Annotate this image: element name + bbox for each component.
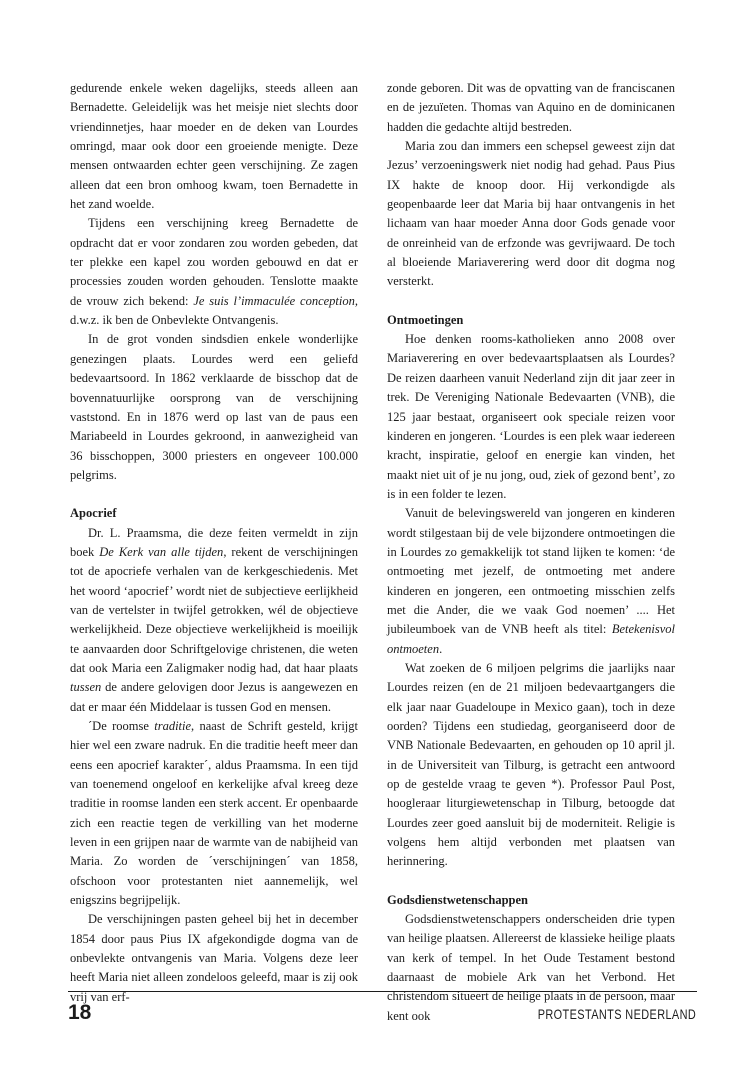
text-run: Vanuit de belevingswereld van jongeren en kinderen wordt stilgestaan bij de vele bijzondere ontmoetingen die in Lourdes zo gemakkelijk tot stand lijken te komen: ‘de ontmoeting met jezelf, de ontmoeting met andere kinderen en jongeren, een ontmoeting misschien zelfs met die Ander, die we vaak God noemen’ .... Het jubileumboek van de VNB heeft als titel: bbox=[387, 506, 675, 637]
text-run: Dr. L. Praamsma, die deze feiten vermeldt in zijn boek bbox=[70, 525, 358, 559]
book-title: De Kerk van alle tijden bbox=[99, 544, 224, 559]
text-run: de andere gelovigen door Jezus is aangewezen en dat er maar één Middelaar is tussen God en mensen. bbox=[70, 680, 358, 714]
paragraph: Wat zoeken de 6 miljoen pelgrims die jaarlijks naar Lourdes reizen (en de 21 miljoen bedevaartgangers die elk jaar naar Guadeloupe in Mexico gaan), toch in deze oorden? Tijdens een studiedag, georganiseerd door de VNB Nationale Bedevaarten, en gehouden op 10 april jl. in de Universiteit van Tilburg, is getracht een antwoord op de gestelde vraag te geven *). Professor Paul Post, hoogleraar liturgiewetenschap in Tilburg, betoogde dat Lourdes zeer goed aansluit bij de moderniteit. Religie is volgens hem altijd verbonden met plaatsen van herinnering. bbox=[387, 660, 675, 869]
paragraph: De verschijningen pasten geheel bij het in december 1854 door paus Pius IX afgekondigde dogma van de onbevlekte ontvangenis van Maria. Volgens deze leer heeft Maria niet alleen zondeloos geleefd, maar is zij ook vrij van erf- bbox=[70, 912, 358, 1004]
left-column bbox=[70, 79, 358, 1007]
page-number: 18 bbox=[68, 1001, 92, 1024]
text-run: Tijdens een verschijning kreeg Bernadette de opdracht dat er voor zondaren zou worden gebeden, dat ter plekke een kapel zou worden gebouwd en dat er processies zouden worden gehouden. Tenslotte maakte de vrouw zich bekend: bbox=[70, 216, 358, 308]
paragraph: Hoe denken rooms-katholieken anno 2008 over Mariaverering en over bedevaartsplaatsen als Lourdes? De reizen daarheen vanuit Nederland zijn dit jaar zeer in trek. De Vereniging Nationale Bedevaarten (VNB), die 125 jaar bestaat, organiseert ook speciale reizen voor kinderen en jongeren. ‘Lourdes is een plek waar iedereen kracht, inspiratie, geloof en energie kan vinden, het maakt niet uit of je nu jong, oud, ziek of gezond bent’, zo is in een folder te lezen. bbox=[387, 332, 675, 501]
text-run: d.w.z. ik ben de Onbevlekte Ontvangenis. bbox=[70, 313, 279, 328]
paragraph: gedurende enkele weken dagelijks, steeds alleen aan Bernadette. Geleidelijk was het meisje niet slechts door vriendinnetjes, haar moeder en de deken van Lourdes omringd, maar ook door een groeiende menigte. Deze mensen ontwaarden echter geen verschijning. Ze zagen alleen dat een bron omhoog kwam, toen Bernadette in het zand woelde. bbox=[70, 81, 358, 212]
section-heading-ontmoetingen: Ontmoetingen bbox=[387, 312, 464, 327]
text-run: ´De roomse bbox=[88, 719, 155, 733]
french-quote: Je suis l’immaculée conception, bbox=[193, 293, 358, 308]
emphasis: traditie bbox=[154, 719, 192, 733]
text-run: , rekent de verschijningen tot de apocriefe verhalen van de kerkgeschiedenis. Met het woord ‘apocrief’ wordt niet de subjectieve eerlijkheid van de vertelster in twijfel getrokken, wél de objectieve werkelijkheid. Deze objectieve werkelijkheid is moeilijk te aanvaarden door Schriftgelovige christenen, die weten dat ook Maria een Zaligmaker nodig had, dat haar plaats bbox=[70, 544, 358, 675]
emphasis: tussen bbox=[70, 680, 102, 695]
paragraph: Maria zou dan immers een schepsel geweest zijn dat Jezus’ verzoeningswerk niet nodig had gehad. Paus Pius IX hakte de knoop door. Hij verkondigde als geopenbaarde leer dat Maria bij haar ontvangenis in het lichaam van haar moeder Anna door Gods genade voor de onreinheid van de erfzonde was gevrijwaard. De toch al bloeiende Mariaverering werd door dit dogma nog versterkt. bbox=[387, 139, 675, 289]
paragraph bbox=[70, 524, 358, 717]
paragraph: In de grot vonden sindsdien enkele wonderlijke genezingen plaats. Lourdes werd een geliefd bedevaartsoord. In 1862 verklaarde de bisschop dat de bovennatuurlijke oorsprong van de verschijning vaststond. En in 1876 werd op last van de paus een Mariabeeld in Lourdes gekroond, in aanwezigheid van 36 bisschoppen, 3000 priesters en ongeveer 100.000 pelgrims. bbox=[70, 332, 358, 482]
paragraph bbox=[70, 214, 358, 330]
section-heading-apocrief: Apocrief bbox=[70, 506, 117, 521]
paragraph: zonde geboren. Dit was de opvatting van de franciscanen en de jezuïeten. Thomas van Aquino en de dominicanen hadden die gedachte altijd bestreden. bbox=[387, 81, 675, 134]
book-title: Betekenisvol ontmoeten bbox=[387, 622, 675, 656]
paragraph bbox=[387, 504, 675, 659]
right-column bbox=[387, 79, 675, 1026]
footer-rule bbox=[68, 991, 697, 992]
text-run: , naast de Schrift gesteld, krijgt hier wel een zware nadruk. En die traditie heeft meer dan eens een apocrief karakter´, aldus Praamsma. In een tijd van toenemend ongeloof en kerkelijke afval kreeg deze traditie in roomse landen een sterk accent. Er openbaarde zich een reactie tegen de verkilling van het moderne leven in een grijpen naar de warmte van de nabijheid van Maria. Zo worden de ´verschijningen´ van 1858, ofschoon voor protestanten niet aannemelijk, wel enigszins begrijpelijk. bbox=[70, 719, 358, 908]
text-run: . bbox=[439, 641, 443, 656]
magazine-name: PROTESTANTS NEDERLAND bbox=[537, 1006, 696, 1022]
paragraph: Godsdienstwetenschappers onderscheiden drie typen van heilige plaatsen. Allereerst de klassieke heilige plaats van kerk of tempel. In het Oude Testament bestond daarnaast de mobiele Ark van het Verbond. Het christendom situeert de heilige plaats in de persoon, maar kent ook bbox=[387, 912, 675, 1023]
section-heading-godsdienstwetenschappen: Godsdienstwetenschappen bbox=[387, 892, 528, 907]
paragraph bbox=[70, 717, 358, 910]
